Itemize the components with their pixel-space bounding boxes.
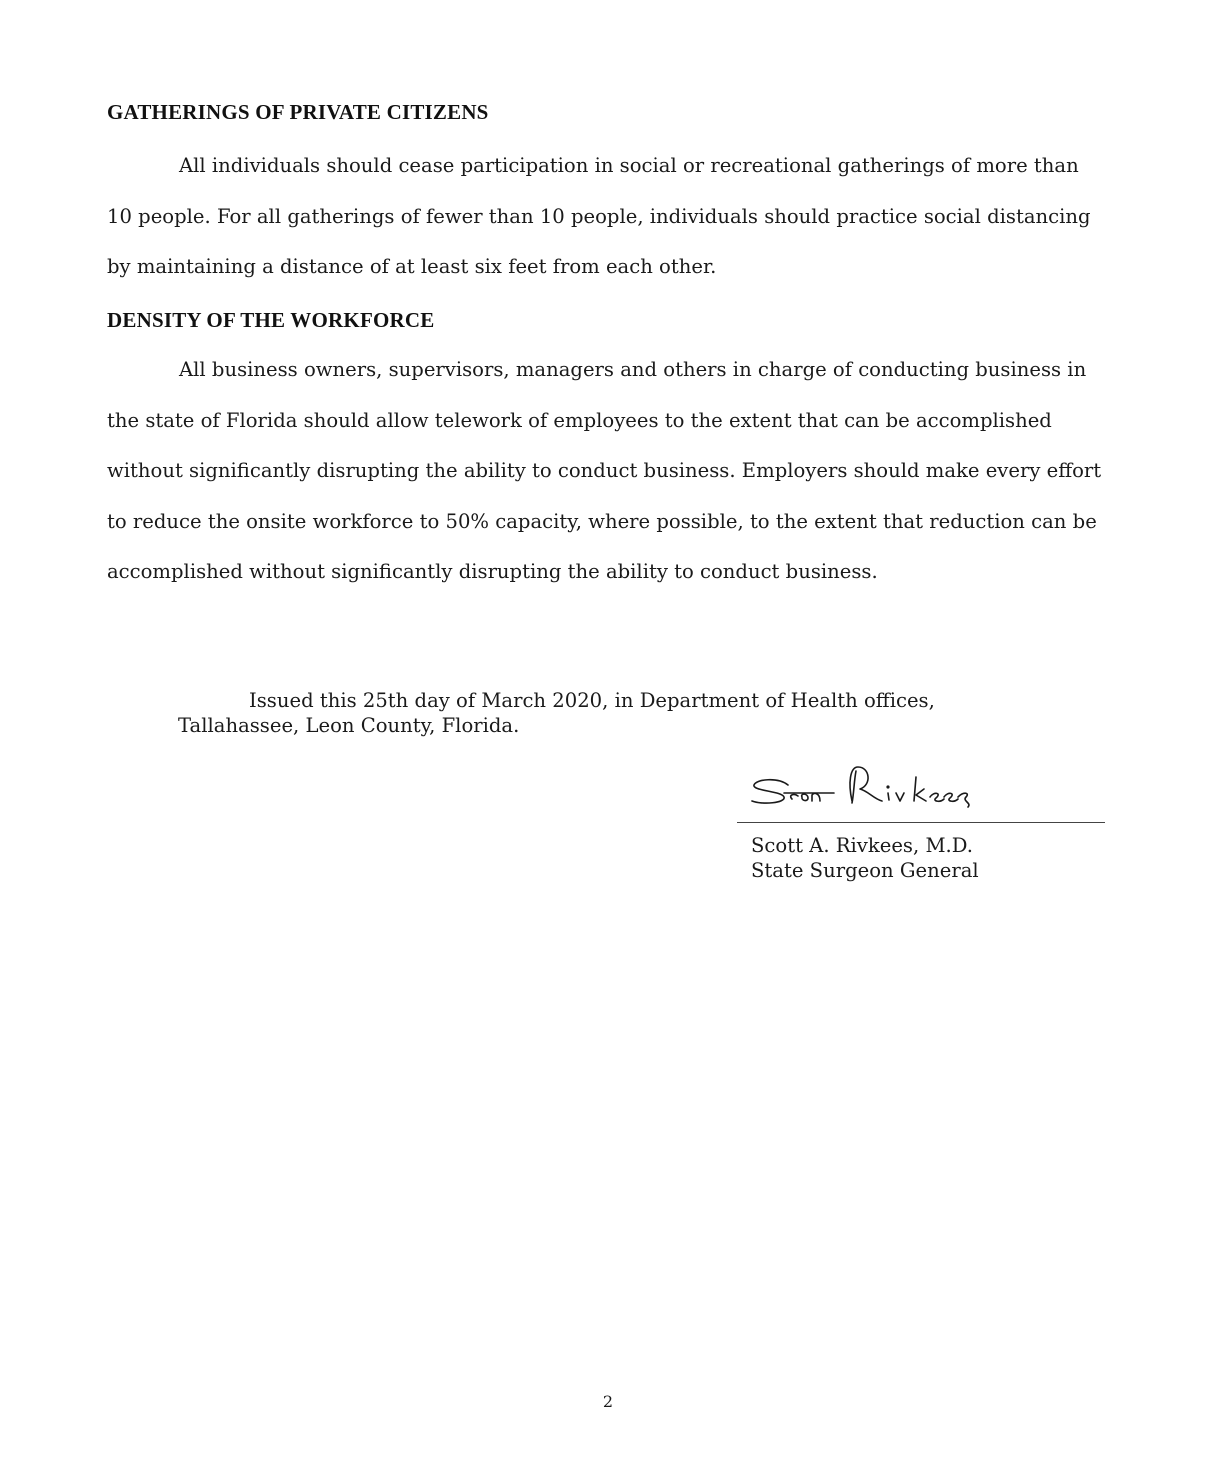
issued-line-2: Tallahassee, Leon County, Florida. — [178, 714, 520, 737]
page-number: 2 — [602, 1392, 614, 1411]
signer-title: State Surgeon General — [751, 859, 979, 882]
signer-block — [751, 833, 979, 883]
signature-line — [737, 822, 1105, 823]
section-paragraph-workforce: All business owners, supervisors, managers and others in charge of conducting business in the state of Florida should allow telework of employees to the extent that can be accomplished without significantly disrupting the ability to conduct business. Employers should make every effort to reduce the onsite workforce to 50% capacity, where possible, to the extent that reduction can be accomplished without significantly disrupting the ability to conduct business. — [107, 358, 1102, 583]
section-paragraph-gatherings: All individuals should cease participation in social or recreational gatherings of more than 10 people. For all gatherings of fewer than 10 people, individuals should practice social distancing by maintaining a distance of at least six feet from each other. — [107, 154, 1091, 278]
issued-statement — [178, 688, 998, 738]
handwritten-signature — [748, 763, 978, 813]
issued-line-1: Issued this 25th day of March 2020, in Department of Health offices, — [249, 689, 935, 712]
section-heading-gatherings: GATHERINGS OF PRIVATE CITIZENS — [107, 100, 489, 124]
section-heading-workforce: DENSITY OF THE WORKFORCE — [107, 308, 435, 332]
signer-name: Scott A. Rivkees, M.D. — [751, 834, 973, 857]
